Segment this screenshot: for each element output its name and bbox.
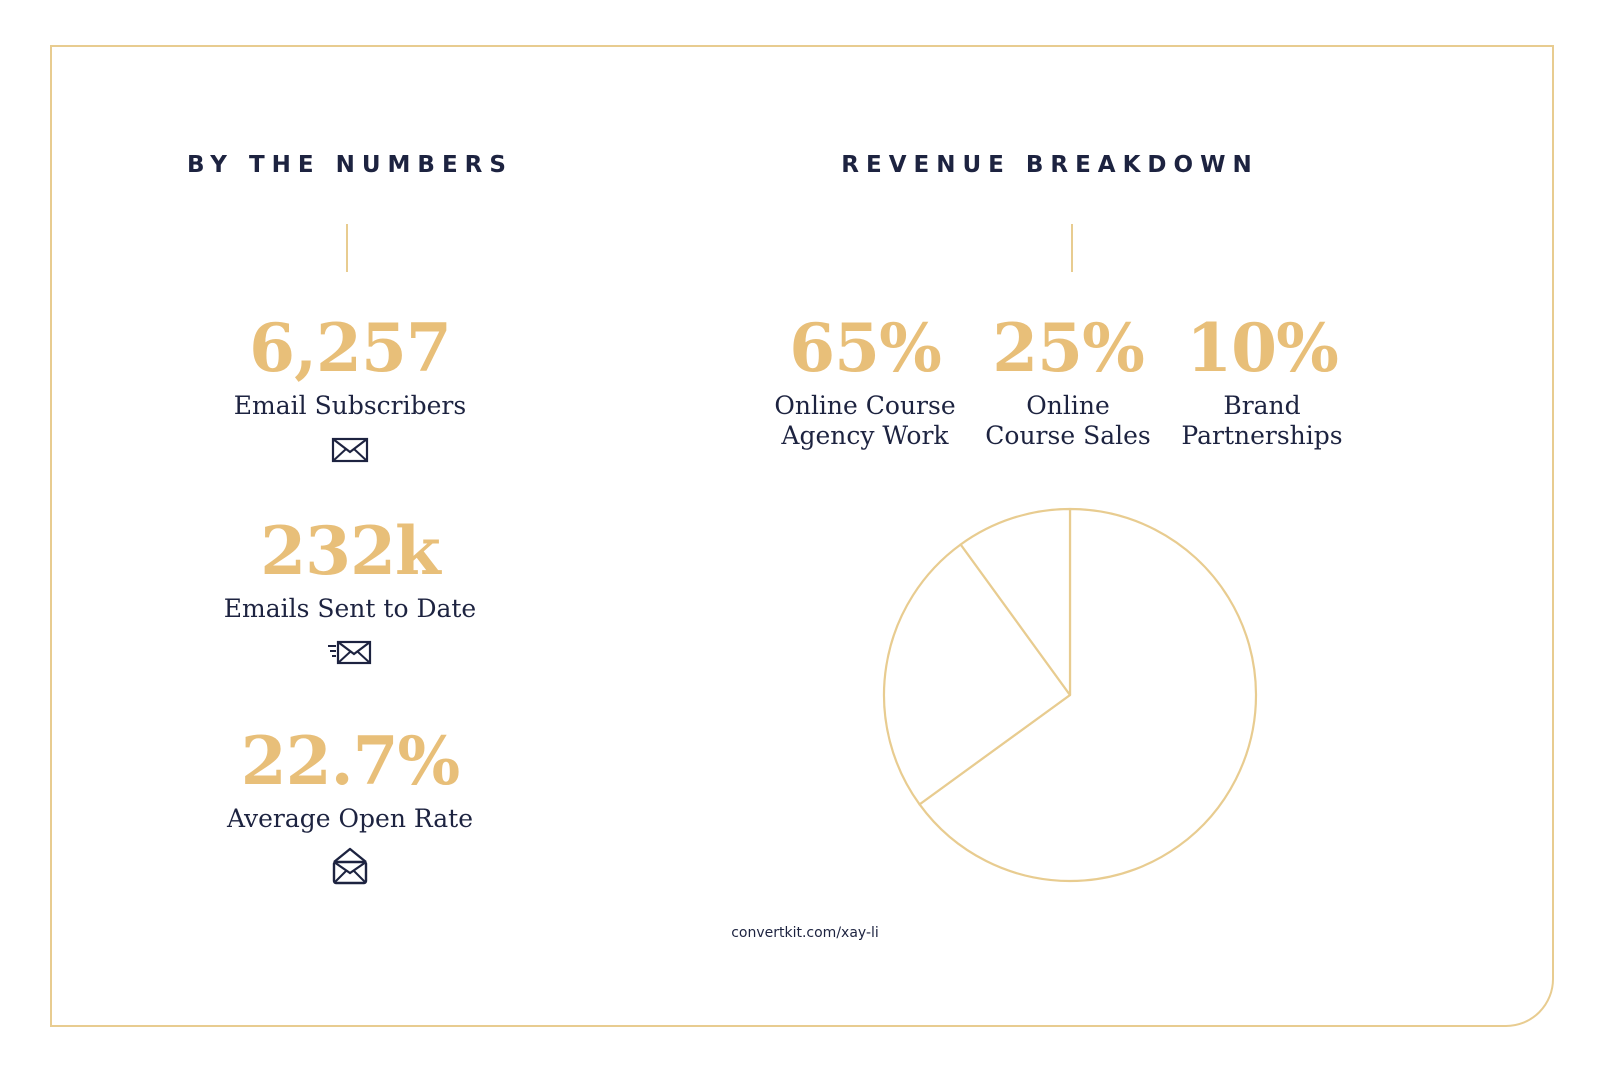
revenue-label-line: Online Course xyxy=(774,391,956,420)
envelope-icon xyxy=(330,433,370,465)
revenue-item-agency-work xyxy=(765,309,965,451)
stat-label: Email Subscribers xyxy=(233,391,467,420)
revenue-label-line: Online xyxy=(1026,391,1110,420)
revenue-value: 25% xyxy=(992,309,1144,387)
revenue-label xyxy=(968,391,1168,451)
revenue-label-line: Brand xyxy=(1223,391,1301,420)
revenue-item-brand-partnerships xyxy=(1162,309,1362,451)
stat-value: 6,257 xyxy=(249,309,451,387)
right-divider xyxy=(1071,224,1073,272)
revenue-label-line: Partnerships xyxy=(1181,421,1343,450)
sending-envelope-icon xyxy=(327,636,373,668)
source-link[interactable]: convertkit.com/xay-li xyxy=(731,925,879,941)
revenue-item-course-sales xyxy=(968,309,1168,451)
revenue-value: 65% xyxy=(789,309,941,387)
revenue-label-line: Agency Work xyxy=(781,421,949,450)
revenue-breakdown-title: REVENUE BREAKDOWN xyxy=(841,152,1259,178)
stat-label: Emails Sent to Date xyxy=(223,594,477,623)
stat-emails-sent xyxy=(170,512,530,668)
left-divider xyxy=(346,224,348,272)
revenue-label xyxy=(765,391,965,451)
stat-label: Average Open Rate xyxy=(226,804,474,833)
by-the-numbers-title: BY THE NUMBERS xyxy=(187,152,513,178)
stat-value: 232k xyxy=(260,512,440,590)
revenue-pie-chart xyxy=(880,505,1260,885)
revenue-value: 10% xyxy=(1186,309,1338,387)
stat-value: 22.7% xyxy=(240,722,460,800)
revenue-label xyxy=(1162,391,1362,451)
stat-open-rate xyxy=(170,722,530,886)
revenue-label-line: Course Sales xyxy=(985,421,1151,450)
stat-email-subscribers xyxy=(170,309,530,465)
open-envelope-icon xyxy=(330,846,370,886)
